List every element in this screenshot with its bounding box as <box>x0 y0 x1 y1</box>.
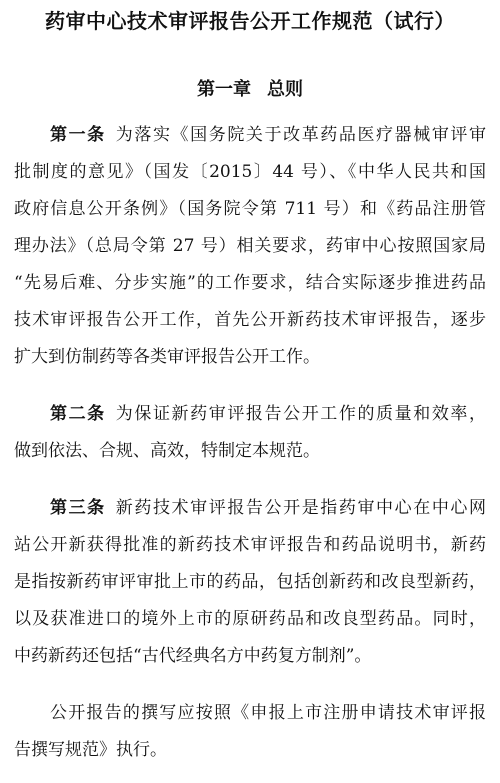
document-title: 药审中心技术审评报告公开工作规范（试行） <box>45 9 455 33</box>
article-1-line-5: “先易后难、分步实施”的工作要求，结合实际逐步推进药品 <box>14 273 486 293</box>
article-2-line-1 <box>50 402 486 426</box>
article-1-line-3: 政府信息公开条例》（国务院令第 711 号）和《药品注册管 <box>14 199 486 219</box>
article-3-line-5: 中药新药还包括“古代经典名方中药复方制剂”。 <box>14 646 372 666</box>
article-1-line-1 <box>50 123 486 147</box>
paragraph-4-line-1: 公开报告的撰写应按照《申报上市注册申请技术审评报 <box>50 703 486 723</box>
article-2-label: 第二条 <box>50 404 106 424</box>
chapter-number: 第一章 <box>197 79 251 100</box>
article-2-line-2: 做到依法、合规、高效，特制定本规范。 <box>14 441 320 461</box>
chapter-name: 总则 <box>267 79 303 100</box>
article-1-line-4: 理办法》（总局令第 27 号）相关要求，药审中心按照国家局 <box>14 236 486 256</box>
article-1-line-6: 技术审评报告公开工作，首先公开新药技术审评报告，逐步 <box>14 310 486 330</box>
article-3-line-2: 站公开新获得批准的新药技术审评报告和药品说明书，新药 <box>14 535 486 555</box>
article-1-label: 第一条 <box>50 125 106 145</box>
paragraph-4-line-2: 告撰写规范》执行。 <box>14 740 167 760</box>
article-2-text-1: 为保证新药审评报告公开工作的质量和效率， <box>115 404 486 424</box>
article-3-line-4: 以及获准进口的境外上市的原研药品和改良型药品。同时， <box>14 609 486 629</box>
article-1-text-1: 为落实《国务院关于改革药品医疗器械审评审 <box>115 125 486 145</box>
article-3-text-1: 新药技术审评报告公开是指药审中心在中心网 <box>115 498 486 518</box>
article-3-line-1 <box>50 496 486 520</box>
article-3-label: 第三条 <box>50 498 106 518</box>
article-1-line-7: 扩大到仿制药等各类审评报告公开工作。 <box>14 347 320 367</box>
article-3-line-3: 是指按新药审评审批上市的药品，包括创新药和改良型新药， <box>14 572 486 592</box>
chapter-heading <box>0 78 500 102</box>
article-1-line-2: 批制度的意见》（国发〔2015〕44 号）、《中华人民共和国 <box>14 162 486 182</box>
